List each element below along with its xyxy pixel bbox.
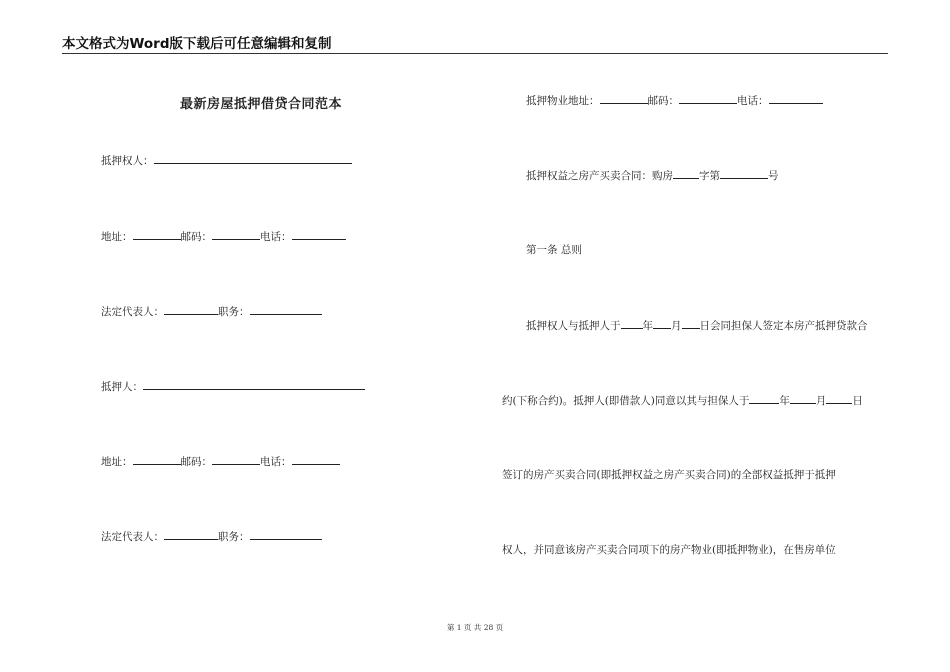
- legal-rep-label: 法定代表人：: [101, 306, 164, 318]
- paragraph-line-1: [526, 318, 868, 333]
- phone-label: 电话：: [260, 456, 292, 468]
- phone-blank[interactable]: [292, 454, 340, 465]
- address-blank[interactable]: [133, 454, 181, 465]
- legal-rep-label: 法定代表人：: [101, 531, 164, 543]
- p1-text-a: 抵押权人与抵押人于: [526, 320, 621, 332]
- phone-label: 电话：: [260, 231, 292, 243]
- paragraph-line-4: 权人，并同意该房产买卖合同项下的房产物业(即抵押物业)，在售房单位: [502, 544, 836, 556]
- day-blank[interactable]: [682, 318, 700, 329]
- postcode-blank[interactable]: [212, 454, 260, 465]
- page-header: [62, 36, 888, 52]
- position-blank[interactable]: [250, 304, 322, 315]
- contract-line: [526, 168, 779, 183]
- position-blank[interactable]: [250, 529, 322, 540]
- contract-prefix: 抵押权益之房产买卖合同：购房: [526, 170, 673, 182]
- mortgagee-blank[interactable]: [154, 153, 352, 164]
- mortgagor-label: 抵押人：: [101, 381, 143, 393]
- postcode-label: 邮码：: [180, 231, 212, 243]
- p1-text-d: 日会同担保人签定本房产抵押贷款合: [699, 320, 868, 332]
- contract-number-blank[interactable]: [720, 168, 768, 179]
- p1-text-b: 年: [642, 320, 653, 332]
- page-prefix: 第: [446, 623, 455, 632]
- mortgagee-rep-line: [101, 304, 322, 319]
- header-title: 本文格式为Word版下载后可任意编辑和复制: [62, 36, 332, 52]
- p1-text-c: 月: [671, 320, 682, 332]
- address-label: 地址：: [101, 231, 133, 243]
- property-address-blank[interactable]: [600, 93, 648, 104]
- property-phone-label: 电话：: [737, 95, 769, 107]
- address-label: 地址：: [101, 456, 133, 468]
- property-phone-blank[interactable]: [769, 93, 823, 104]
- page-footer: [0, 622, 950, 633]
- p2-text-d: 日: [852, 395, 863, 407]
- p2-text-c: 月: [815, 395, 827, 407]
- postcode-label: 邮码：: [180, 456, 212, 468]
- year-blank[interactable]: [621, 318, 643, 329]
- mortgagor-rep-line: [101, 529, 322, 544]
- page-suffix: 页: [495, 623, 504, 632]
- property-postcode-label: 邮码：: [647, 95, 679, 107]
- p2-text-a: 约(下称合约)。抵押人(即借款人)同意以其与担保人于: [502, 395, 750, 407]
- property-postcode-blank[interactable]: [679, 93, 737, 104]
- contract-suffix: 号: [768, 170, 779, 182]
- p2-text-b: 年: [779, 395, 790, 407]
- article-heading: 第一条 总则: [526, 244, 582, 256]
- document-title: 最新房屋抵押借贷合同范本: [180, 97, 343, 112]
- mortgagee-line: [101, 153, 352, 168]
- property-address-line: [526, 93, 823, 108]
- header-divider: [62, 53, 888, 54]
- property-address-label: 抵押物业地址：: [526, 95, 600, 107]
- year-blank[interactable]: [749, 393, 779, 404]
- mortgagor-blank[interactable]: [143, 379, 365, 390]
- page-mid: 页 共: [463, 623, 482, 632]
- contract-word-blank[interactable]: [673, 168, 699, 179]
- mortgagee-label: 抵押权人：: [101, 155, 154, 167]
- paragraph-line-2: [502, 393, 863, 408]
- contract-mid: 字第: [699, 170, 720, 182]
- legal-rep-blank[interactable]: [164, 304, 218, 315]
- phone-blank[interactable]: [292, 229, 346, 240]
- page-current: 1: [456, 623, 462, 632]
- month-blank[interactable]: [653, 318, 671, 329]
- mortgagor-address-line: [101, 454, 340, 469]
- address-blank[interactable]: [133, 229, 181, 240]
- day-blank[interactable]: [826, 393, 852, 404]
- paragraph-line-3: 签订的房产买卖合同(即抵押权益之房产买卖合同)的全部权益抵押于抵押: [502, 469, 836, 481]
- legal-rep-blank[interactable]: [164, 529, 218, 540]
- page-total: 28: [483, 623, 494, 632]
- postcode-blank[interactable]: [212, 229, 260, 240]
- position-label: 职务：: [218, 306, 250, 318]
- mortgagor-line: [101, 379, 365, 394]
- position-label: 职务：: [218, 531, 250, 543]
- month-blank[interactable]: [790, 393, 816, 404]
- mortgagee-address-line: [101, 229, 346, 244]
